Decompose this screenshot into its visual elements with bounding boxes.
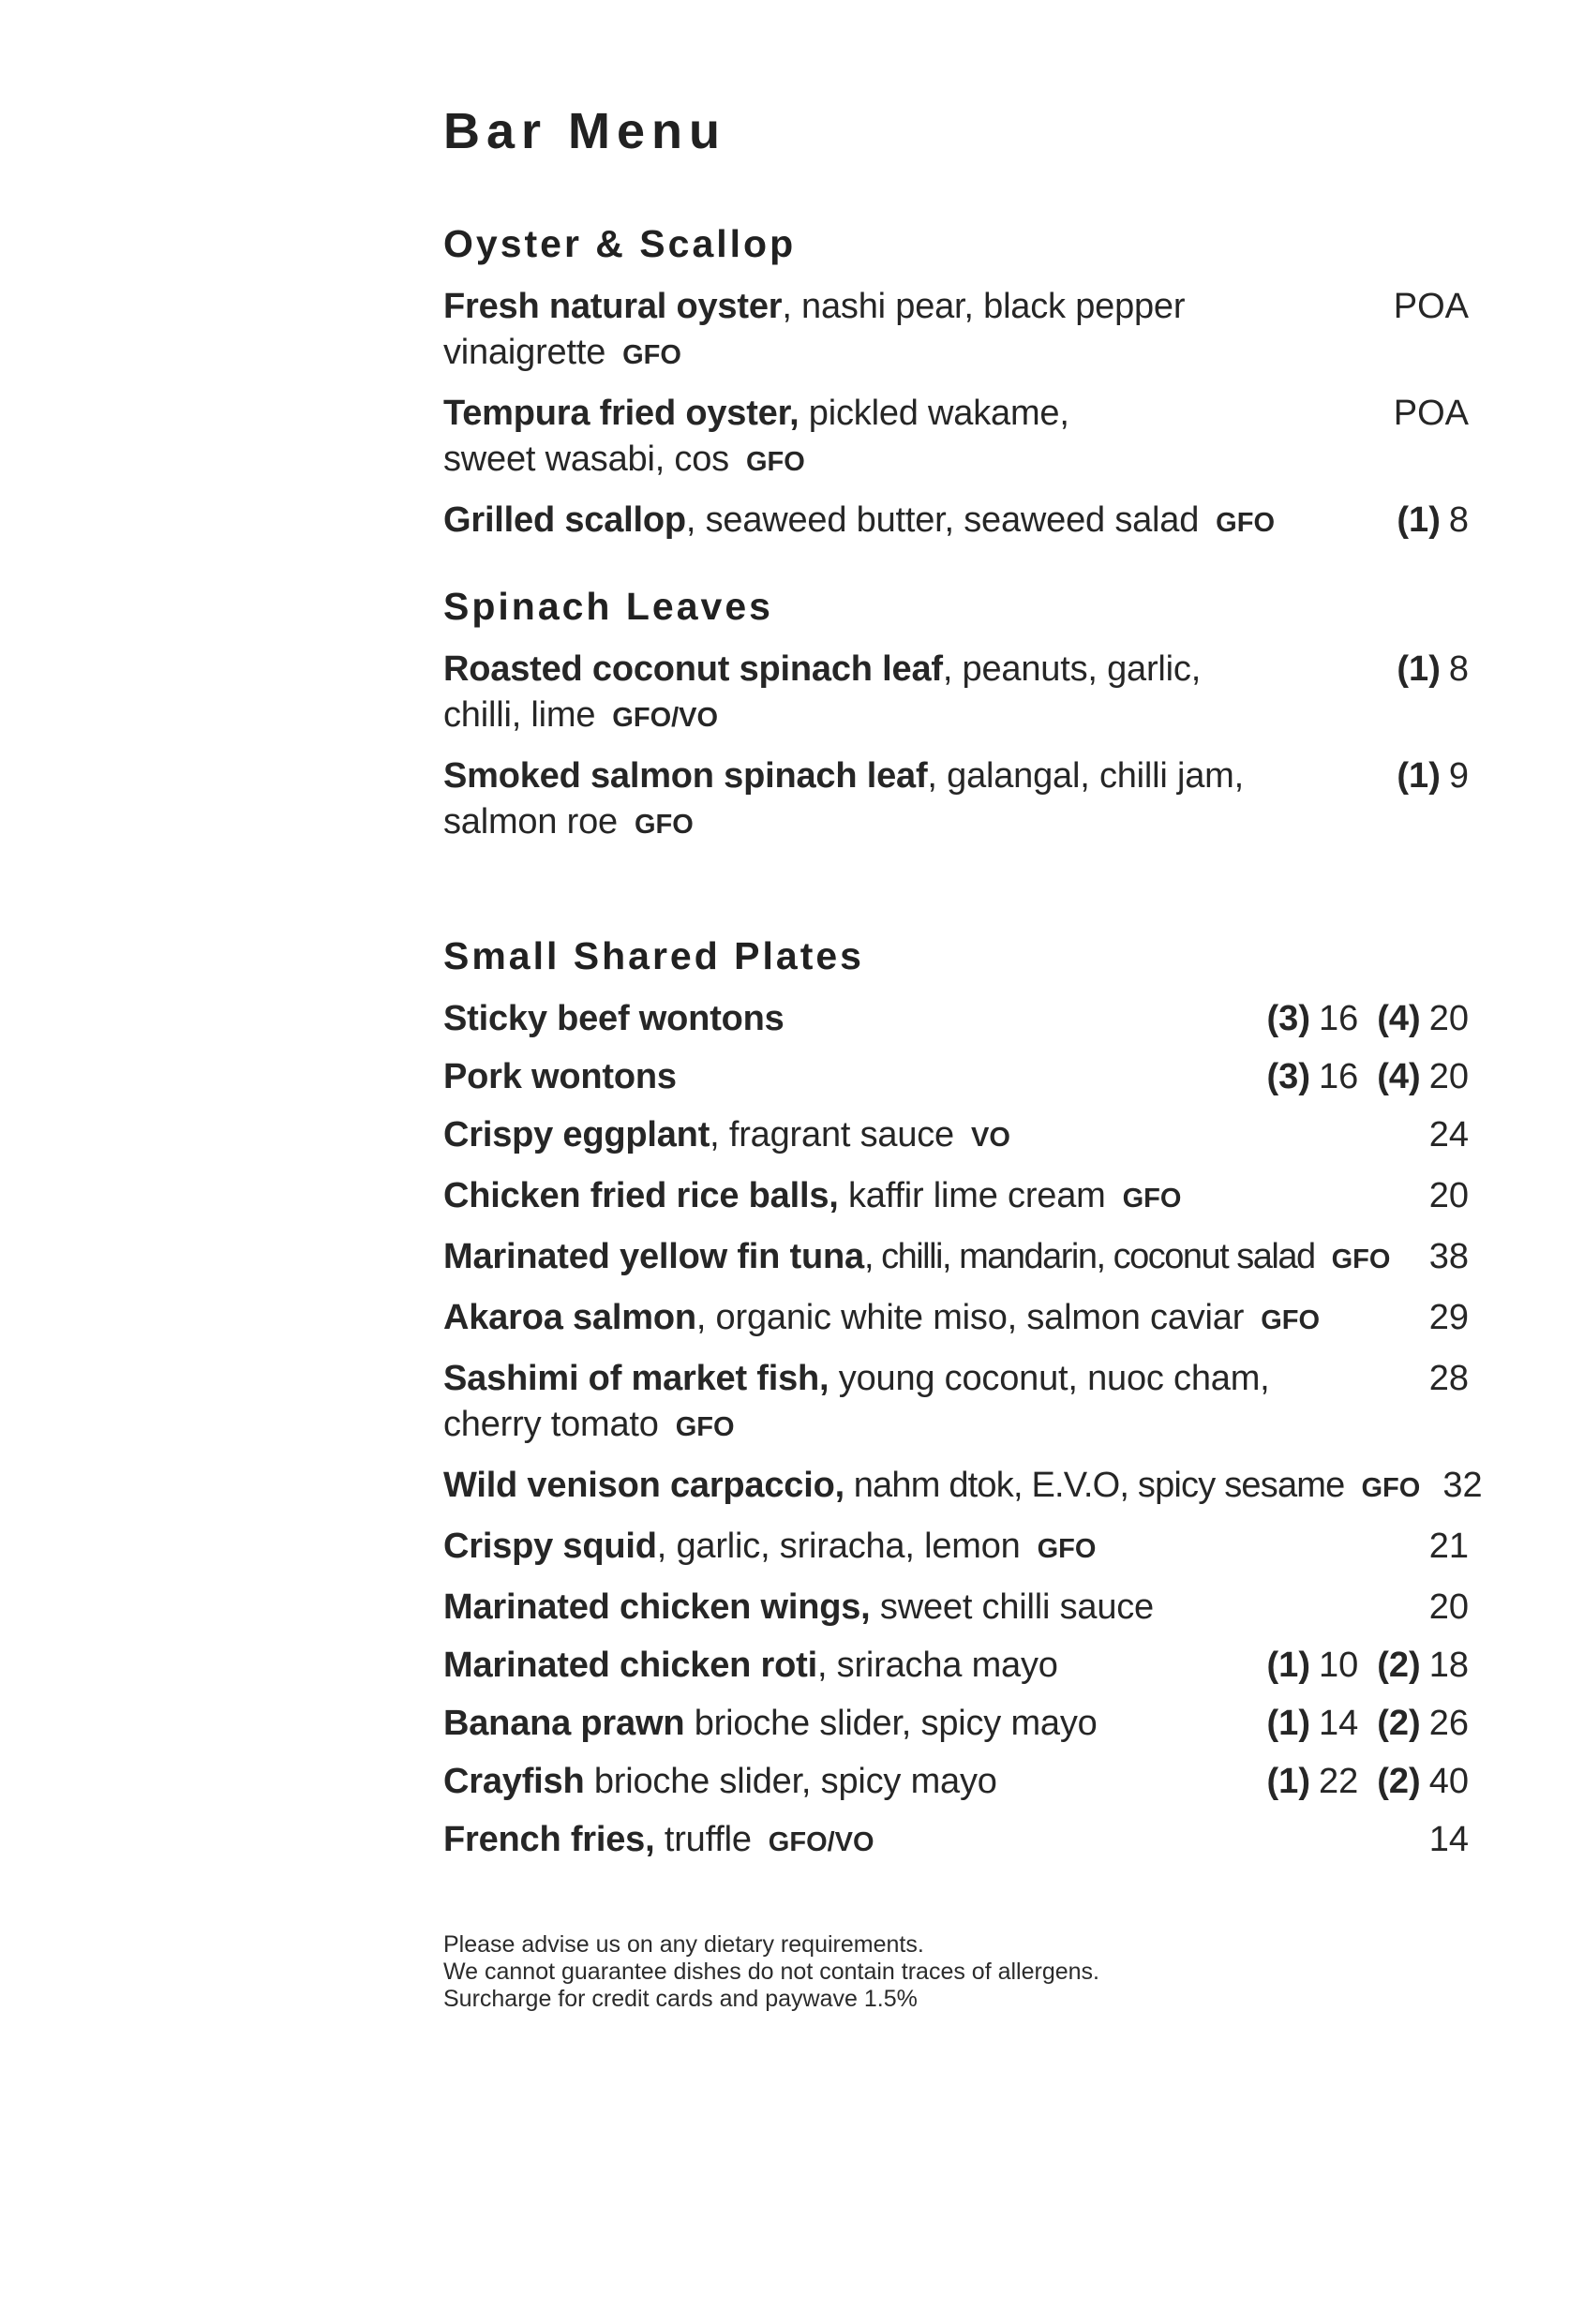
item-name: Sticky beef wontons	[443, 999, 785, 1038]
item-desc: , fragrant sauce	[710, 1115, 954, 1155]
item-desc: , seaweed butter, seaweed salad	[685, 500, 1200, 540]
price-amount: 16	[1318, 1057, 1359, 1096]
item-name: French fries,	[443, 1820, 655, 1859]
price-amount: 16	[1318, 999, 1359, 1038]
item-name: Marinated chicken wings,	[443, 1587, 871, 1627]
price-amount: 24	[1428, 1115, 1469, 1155]
item-name: Wild venison carpaccio,	[443, 1466, 844, 1505]
section-small-shared-plates	[443, 934, 1483, 1866]
item-name: Banana prawn	[443, 1704, 685, 1743]
item-name: Crispy squid	[443, 1527, 657, 1566]
price-qty: (4)	[1377, 999, 1421, 1038]
menu-item-grilled-scallop	[443, 498, 1469, 546]
menu-item-fresh-natural-oyster	[443, 284, 1469, 379]
item-desc: sweet chilli sauce	[870, 1587, 1154, 1627]
section-spinach-leaves	[443, 586, 1469, 848]
price-qty: (3)	[1266, 1057, 1310, 1096]
menu-item-sashimi-of-market-fish	[443, 1356, 1469, 1451]
price-amount: 32	[1442, 1466, 1483, 1505]
price-qty: (1)	[1266, 1762, 1310, 1801]
menu-item-french-fries	[443, 1817, 1469, 1866]
price-qty: (2)	[1377, 1762, 1421, 1801]
item-desc: , chilli, mandarin, coconut salad	[863, 1237, 1315, 1276]
price-amount: 20	[1428, 1057, 1469, 1096]
item-price	[1429, 1112, 1469, 1158]
item-price	[1394, 284, 1469, 330]
price-qty: (2)	[1377, 1646, 1421, 1685]
item-desc: kaffir lime cream	[838, 1176, 1106, 1215]
dietary-tag: GFO	[634, 810, 694, 840]
footer-note-surcharge: Surcharge for credit cards and paywave 1.5%	[443, 1986, 918, 2012]
item-desc: , peanuts, garlic,	[942, 649, 1202, 689]
item-name: Tempura fried oyster,	[443, 394, 799, 433]
price-amount: 29	[1428, 1298, 1469, 1337]
item-desc: young coconut, nuoc cham,	[829, 1359, 1270, 1398]
item-price	[1429, 1173, 1469, 1219]
item-name: Sashimi of market fish,	[443, 1359, 829, 1398]
item-desc: , garlic, sriracha, lemon	[656, 1527, 1021, 1566]
item-desc: , sriracha mayo	[816, 1646, 1058, 1685]
menu-item-crispy-eggplant	[443, 1112, 1469, 1161]
item-desc-line2: salmon roe	[443, 802, 618, 842]
dietary-tag: GFO	[1361, 1473, 1421, 1503]
item-name: Akaroa salmon	[443, 1298, 696, 1337]
item-price	[1267, 996, 1469, 1042]
section-title: Small Shared Plates	[443, 934, 864, 977]
item-name: Marinated chicken roti	[443, 1646, 817, 1685]
item-price	[1397, 647, 1469, 693]
menu-item-tempura-fried-oyster	[443, 391, 1469, 485]
dietary-tag: GFO	[675, 1412, 735, 1442]
item-desc: nahm dtok, E.V.O, spicy sesame	[844, 1466, 1345, 1505]
item-name: Smoked salmon spinach leaf	[443, 756, 928, 796]
item-name: Marinated yellow fin tuna	[443, 1237, 864, 1276]
price-qty: (4)	[1377, 1057, 1421, 1096]
menu-item-banana-prawn-slider	[443, 1701, 1469, 1747]
item-price	[1429, 1356, 1469, 1402]
item-name: Pork wontons	[443, 1057, 677, 1096]
footer-notes	[443, 1931, 1469, 2013]
item-price	[1397, 753, 1469, 799]
price-amount: 9	[1448, 756, 1469, 796]
price-amount: 22	[1318, 1762, 1359, 1801]
price-amount: 8	[1448, 649, 1469, 689]
item-price	[1429, 1817, 1469, 1863]
price-amount: 20	[1428, 1587, 1469, 1627]
item-price	[1267, 1643, 1469, 1689]
footer-note-allergens: We cannot guarantee dishes do not contain traces of allergens.	[443, 1959, 1099, 1985]
item-desc: brioche slider, spicy mayo	[684, 1704, 1098, 1743]
price-qty: (2)	[1377, 1704, 1421, 1743]
dietary-tag: GFO	[1331, 1244, 1391, 1274]
item-price	[1267, 1759, 1469, 1805]
menu-item-marinated-chicken-roti	[443, 1643, 1469, 1689]
item-desc: , organic white miso, salmon caviar	[695, 1298, 1245, 1337]
price-amount: 18	[1428, 1646, 1469, 1685]
item-desc: , galangal, chilli jam,	[927, 756, 1244, 796]
item-desc: pickled wakame,	[799, 394, 1069, 433]
dietary-tag: GFO	[1216, 508, 1276, 538]
page-title: Bar Menu	[443, 103, 727, 159]
item-desc: brioche slider, spicy mayo	[584, 1762, 997, 1801]
section-oyster-scallop	[443, 223, 1469, 546]
item-name: Fresh natural oyster	[443, 287, 783, 326]
price-qty: (1)	[1397, 500, 1441, 540]
menu-item-smoked-salmon-spinach-leaf	[443, 753, 1469, 848]
dietary-tag: GFO	[622, 340, 681, 370]
dietary-tag: VO	[971, 1123, 1010, 1153]
item-price	[1397, 498, 1469, 544]
price-amount: 38	[1428, 1237, 1469, 1276]
price-amount: 14	[1318, 1704, 1359, 1743]
price-amount: 28	[1428, 1359, 1469, 1398]
item-price	[1429, 1295, 1469, 1341]
menu-item-akaroa-salmon	[443, 1295, 1469, 1344]
item-name: Chicken fried rice balls,	[443, 1176, 839, 1215]
item-price	[1429, 1234, 1469, 1280]
dietary-tag: GFO/VO	[768, 1827, 874, 1857]
dietary-tag: GFO/VO	[612, 703, 719, 733]
menu-item-marinated-chicken-wings	[443, 1585, 1469, 1631]
menu-item-sticky-beef-wontons	[443, 996, 1469, 1042]
item-price	[1429, 1524, 1469, 1570]
menu-item-crispy-squid	[443, 1524, 1469, 1572]
item-desc-line2: chilli, lime	[443, 695, 596, 735]
price-amount: 10	[1318, 1646, 1359, 1685]
item-desc-line2: vinaigrette	[443, 333, 606, 372]
item-desc-line2: cherry tomato	[443, 1405, 659, 1444]
item-desc-line2: sweet wasabi, cos	[443, 439, 729, 479]
menu-item-chicken-fried-rice-balls	[443, 1173, 1469, 1222]
item-price	[1442, 1463, 1482, 1509]
price-amount: 20	[1428, 999, 1469, 1038]
dietary-tag: GFO	[1037, 1534, 1097, 1564]
price-qty: (3)	[1266, 999, 1310, 1038]
footer-note-dietary: Please advise us on any dietary requirements.	[443, 1931, 924, 1958]
section-title: Oyster & Scallop	[443, 222, 797, 265]
item-desc: truffle	[654, 1820, 752, 1859]
price-amount: 21	[1428, 1527, 1469, 1566]
price-qty: (1)	[1397, 756, 1441, 796]
price-amount: 40	[1428, 1762, 1469, 1801]
item-name: Roasted coconut spinach leaf	[443, 649, 943, 689]
menu-item-marinated-yellow-fin-tuna	[443, 1234, 1469, 1283]
item-price	[1267, 1701, 1469, 1747]
dietary-tag: GFO	[1122, 1184, 1182, 1214]
dietary-tag: GFO	[1261, 1305, 1321, 1335]
item-name: Crayfish	[443, 1762, 585, 1801]
menu-item-roasted-coconut-spinach-leaf	[443, 647, 1469, 741]
item-price	[1394, 391, 1469, 437]
price-amount: 26	[1428, 1704, 1469, 1743]
price-amount: POA	[1393, 287, 1469, 326]
price-amount: 14	[1428, 1820, 1469, 1859]
price-amount: 20	[1428, 1176, 1469, 1215]
menu-item-crayfish-slider	[443, 1759, 1469, 1805]
section-title: Spinach Leaves	[443, 585, 773, 628]
price-qty: (1)	[1266, 1704, 1310, 1743]
price-qty: (1)	[1266, 1646, 1310, 1685]
item-name: Crispy eggplant	[443, 1115, 710, 1155]
price-qty: (1)	[1397, 649, 1441, 689]
menu-item-wild-venison-carpaccio	[443, 1463, 1483, 1512]
item-price	[1429, 1585, 1469, 1631]
item-desc: , nashi pear, black pepper	[782, 287, 1186, 326]
dietary-tag: GFO	[745, 447, 805, 477]
menu-item-pork-wontons	[443, 1054, 1469, 1100]
price-amount: POA	[1393, 394, 1469, 433]
price-amount: 8	[1448, 500, 1469, 540]
item-name: Grilled scallop	[443, 500, 686, 540]
item-price	[1267, 1054, 1469, 1100]
